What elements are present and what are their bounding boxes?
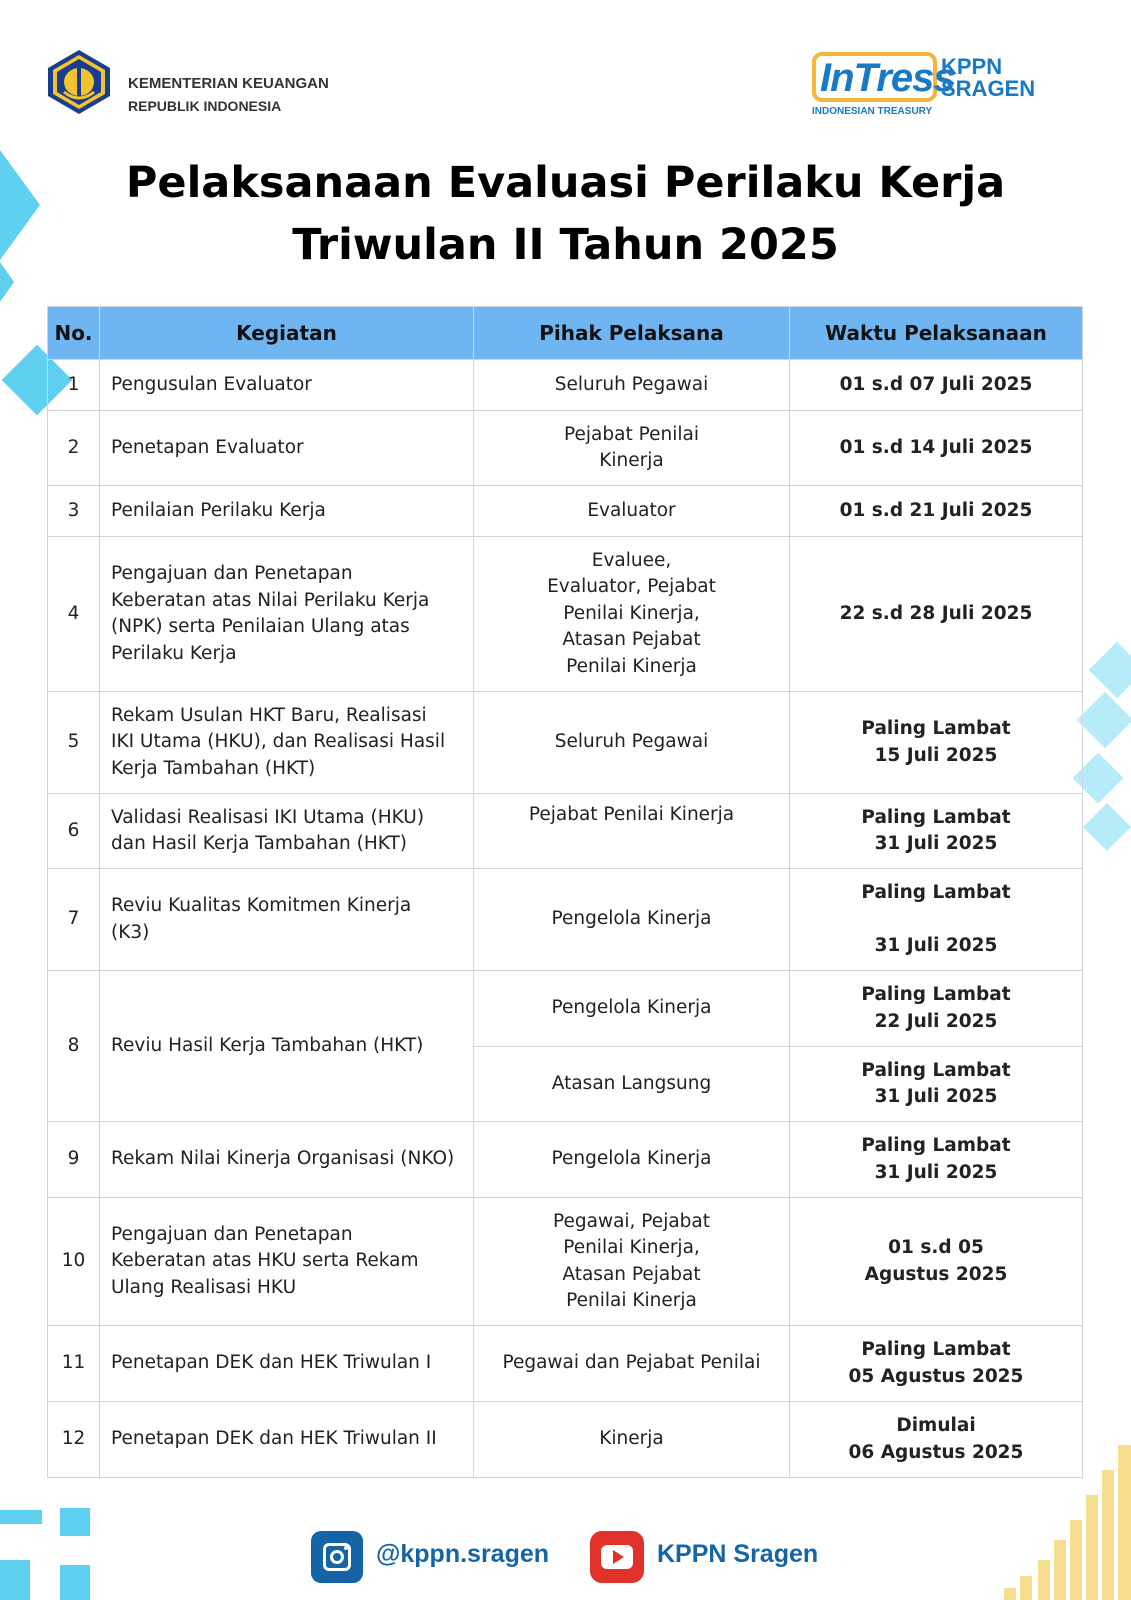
kemenkeu-logo <box>44 48 114 116</box>
ministry-name-line1: KEMENTERIAN KEUANGAN <box>128 75 329 92</box>
row-waktu: Dimulai 06 Agustus 2025 <box>790 1402 1083 1478</box>
row-kegiatan: Penilaian Perilaku Kerja <box>100 486 474 537</box>
row-number: 9 <box>48 1122 100 1198</box>
decor-block <box>60 1565 90 1600</box>
title-line1: Pelaksanaan Evaluasi Perilaku Kerja <box>125 158 1006 208</box>
row-waktu: 01 s.d 07 Juli 2025 <box>790 360 1083 411</box>
row-waktu: Paling Lambat 31 Juli 2025 <box>790 794 1083 869</box>
table-row <box>48 794 1083 869</box>
row-pihak: Seluruh Pegawai <box>474 692 790 794</box>
row-kegiatan: Penetapan DEK dan HEK Triwulan II <box>100 1402 474 1478</box>
row-number: 10 <box>48 1198 100 1326</box>
page-title <box>0 152 1131 276</box>
youtube-channel[interactable]: KPPN Sragen <box>657 1540 819 1568</box>
kppn-sragen-text <box>941 56 1035 100</box>
row-pihak: Pengelola Kinerja <box>474 1122 790 1198</box>
row-waktu: Paling Lambat 31 Juli 2025 <box>790 869 1083 971</box>
schedule-table <box>47 306 1083 1478</box>
row-waktu: Paling Lambat 22 Juli 2025 <box>790 971 1083 1047</box>
decor-diamond <box>1077 692 1131 749</box>
row-number: 6 <box>48 794 100 869</box>
decor-diamond <box>1089 642 1131 699</box>
table-row <box>48 971 1083 1047</box>
row-waktu: 22 s.d 28 Juli 2025 <box>790 537 1083 692</box>
row-pihak: Evaluator <box>474 486 790 537</box>
header-pihak-pelaksana: Pihak Pelaksana <box>474 307 790 360</box>
instagram-icon[interactable] <box>311 1531 363 1583</box>
table-row <box>48 360 1083 411</box>
row-kegiatan: Pengajuan dan Penetapan Keberatan atas HKU serta Rekam Ulang Realisasi HKU <box>100 1198 474 1326</box>
header-kegiatan: Kegiatan <box>100 307 474 360</box>
row-pihak: Kinerja <box>474 1402 790 1478</box>
row-kegiatan: Reviu Kualitas Komitmen Kinerja (K3) <box>100 869 474 971</box>
kppn-sragen-logo <box>806 48 1056 128</box>
row-pihak: Pengelola Kinerja <box>474 971 790 1047</box>
row-number: 8 <box>48 971 100 1122</box>
table-header-row <box>48 307 1083 360</box>
row-kegiatan: Pengusulan Evaluator <box>100 360 474 411</box>
table-row <box>48 411 1083 486</box>
table-row <box>48 1402 1083 1478</box>
row-waktu: 01 s.d 21 Juli 2025 <box>790 486 1083 537</box>
row-pihak: Atasan Langsung <box>474 1047 790 1122</box>
decor-block <box>0 1560 30 1600</box>
table-row <box>48 869 1083 971</box>
row-kegiatan: Rekam Usulan HKT Baru, Realisasi IKI Utama (HKU), dan Realisasi Hasil Kerja Tambahan (HKT) <box>100 692 474 794</box>
row-kegiatan: Pengajuan dan Penetapan Keberatan atas Nilai Perilaku Kerja (NPK) serta Penilaian Ulang atas Perilaku Kerja <box>100 537 474 692</box>
row-waktu: Paling Lambat 15 Juli 2025 <box>790 692 1083 794</box>
header-waktu-pelaksanaan: Waktu Pelaksanaan <box>790 307 1083 360</box>
row-waktu: Paling Lambat 31 Juli 2025 <box>790 1047 1083 1122</box>
row-number: 5 <box>48 692 100 794</box>
header-no: No. <box>48 307 100 360</box>
row-waktu: 01 s.d 14 Juli 2025 <box>790 411 1083 486</box>
row-waktu: Paling Lambat 05 Agustus 2025 <box>790 1326 1083 1402</box>
row-pihak: Evaluee, Evaluator, Pejabat Penilai Kinerja, Atasan Pejabat Penilai Kinerja <box>474 537 790 692</box>
row-kegiatan: Rekam Nilai Kinerja Organisasi (NKO) <box>100 1122 474 1198</box>
table-row <box>48 486 1083 537</box>
ministry-name <box>128 73 329 117</box>
row-waktu: Paling Lambat 31 Juli 2025 <box>790 1122 1083 1198</box>
sragen-text: SRAGEN <box>941 76 1036 101</box>
treasury-tagline: INDONESIAN TREASURY <box>812 106 933 117</box>
row-number: 12 <box>48 1402 100 1478</box>
row-number: 1 <box>48 360 100 411</box>
row-pihak: Pegawai, Pejabat Penilai Kinerja, Atasan Pejabat Penilai Kinerja <box>474 1198 790 1326</box>
intress-logo <box>812 52 955 102</box>
row-pihak: Pengelola Kinerja <box>474 869 790 971</box>
row-number: 7 <box>48 869 100 971</box>
ministry-name-line2: REPUBLIK INDONESIA <box>128 98 282 114</box>
youtube-icon[interactable] <box>590 1531 644 1583</box>
row-pihak: Pejabat Penilai Kinerja <box>474 794 790 869</box>
instagram-handle[interactable]: @kppn.sragen <box>376 1540 550 1568</box>
row-number: 11 <box>48 1326 100 1402</box>
table-row <box>48 1326 1083 1402</box>
row-kegiatan: Penetapan Evaluator <box>100 411 474 486</box>
row-pihak: Pejabat Penilai Kinerja <box>474 411 790 486</box>
table-row <box>48 537 1083 692</box>
intress-logo-text: InTress <box>820 56 955 100</box>
table-row <box>48 1122 1083 1198</box>
row-waktu: 01 s.d 05 Agustus 2025 <box>790 1198 1083 1326</box>
kppn-text: KPPN <box>941 54 1003 79</box>
row-number: 4 <box>48 537 100 692</box>
row-kegiatan: Validasi Realisasi IKI Utama (HKU) dan Hasil Kerja Tambahan (HKT) <box>100 794 474 869</box>
table-row <box>48 1198 1083 1326</box>
row-pihak: Pegawai dan Pejabat Penilai <box>474 1326 790 1402</box>
title-line2: Triwulan II Tahun 2025 <box>292 220 839 270</box>
decor-block <box>60 1508 90 1536</box>
decor-block <box>0 1510 42 1524</box>
row-pihak: Seluruh Pegawai <box>474 360 790 411</box>
table-row <box>48 692 1083 794</box>
row-number: 2 <box>48 411 100 486</box>
row-number: 3 <box>48 486 100 537</box>
decor-diamond <box>1083 803 1131 851</box>
row-kegiatan: Penetapan DEK dan HEK Triwulan I <box>100 1326 474 1402</box>
row-kegiatan: Reviu Hasil Kerja Tambahan (HKT) <box>100 971 474 1122</box>
